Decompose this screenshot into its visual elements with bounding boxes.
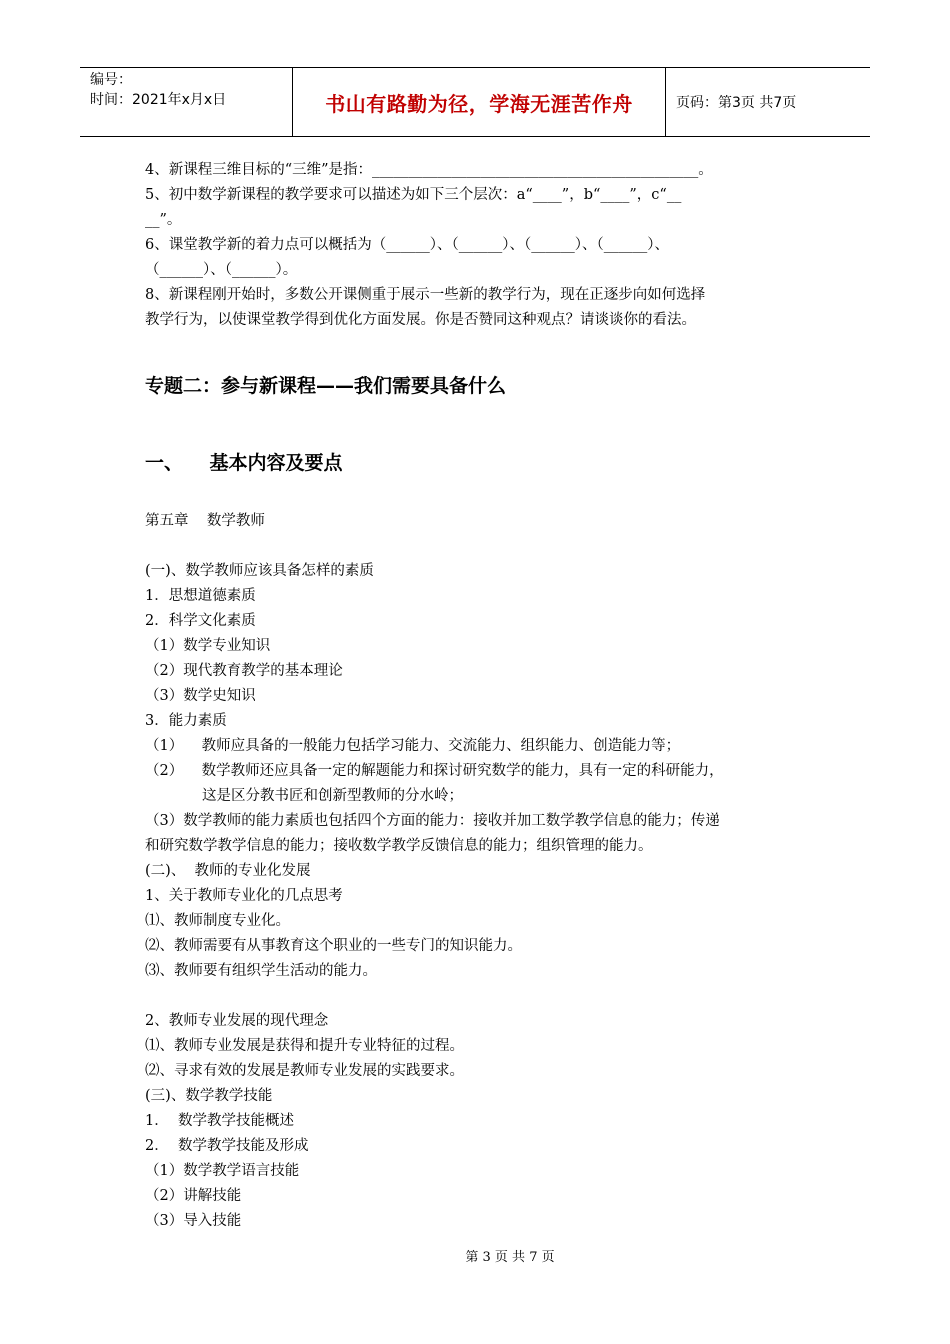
list-item: ⑶、教师要有组织学生活动的能力。 bbox=[145, 963, 377, 979]
number-label: 编号： bbox=[90, 72, 132, 88]
list-item: （1）数学专业知识 bbox=[145, 638, 271, 654]
list-item: （3）数学教师的能力素质也包括四个方面的能力：接收并加工数学教学信息的能力；传递 bbox=[145, 813, 720, 829]
subsection-1: (一)、数学教师应该具备怎样的素质 bbox=[145, 563, 374, 579]
question-6-line1: 6、课堂教学新的着力点可以概括为（______）、（______）、（______）、（______）、 bbox=[145, 237, 669, 253]
chapter-title: 第五章 数学教师 bbox=[145, 513, 265, 529]
question-6-line2: （______）、（______）。 bbox=[145, 262, 298, 278]
header-motto: 书山有路勤为径，学海无涯苦作舟 bbox=[293, 68, 666, 136]
question-8-line1: 8、新课程刚开始时，多数公开课侧重于展示一些新的教学行为，现在正逐步向如何选择 bbox=[145, 287, 706, 303]
list-item: 3．能力素质 bbox=[145, 713, 227, 729]
list-item: 1．思想道德素质 bbox=[145, 588, 256, 604]
list-item: 2．科学文化素质 bbox=[145, 613, 256, 629]
list-item: （1） 教师应具备的一般能力包括学习能力、交流能力、组织能力、创造能力等； bbox=[145, 738, 681, 754]
list-item-continuation: 和研究数学教学信息的能力；接收数学教学反馈信息的能力；组织管理的能力。 bbox=[145, 838, 653, 854]
time-label: 时间：2021年x月x日 bbox=[90, 92, 227, 108]
question-5-line1: 5、初中数学新课程的教学要求可以描述为如下三个层次：a“____”，b“____”，c“__ bbox=[145, 187, 682, 203]
header-meta bbox=[80, 68, 293, 136]
document-body bbox=[145, 158, 815, 1234]
list-item: 1、关于教师专业化的几点思考 bbox=[145, 888, 343, 904]
list-item-continuation: 这是区分教书匠和创新型教师的分水岭； bbox=[202, 788, 463, 804]
subsection-2: (二)、 教师的专业化发展 bbox=[145, 863, 311, 879]
topic-heading: 专题二：参与新课程——我们需要具备什么 bbox=[145, 375, 507, 397]
header-page-info: 页码：第3页 共7页 bbox=[676, 95, 797, 111]
subsection-3: (三)、数学教学技能 bbox=[145, 1088, 273, 1104]
list-item: （3）数学史知识 bbox=[145, 688, 256, 704]
list-item: （2）讲解技能 bbox=[145, 1188, 242, 1204]
list-item: ⑵、教师需要有从事教育这个职业的一些专门的知识能力。 bbox=[145, 938, 522, 954]
list-item: 1． 数学教学技能概述 bbox=[145, 1113, 294, 1129]
list-item: （1）数学教学语言技能 bbox=[145, 1163, 300, 1179]
question-8-line2: 教学行为，以使课堂教学得到优化方面发展。你是否赞同这种观点？请谈谈你的看法。 bbox=[145, 312, 696, 328]
list-item: 2、教师专业发展的现代理念 bbox=[145, 1013, 329, 1029]
list-item: （2） 数学教师还应具备一定的解题能力和探讨研究数学的能力，具有一定的科研能力， bbox=[145, 763, 724, 779]
question-5-line2: __”。 bbox=[145, 212, 182, 228]
question-4: 4、新课程三维目标的“三维”是指：_____________________________________________。 bbox=[145, 162, 713, 178]
list-item: 2． 数学教学技能及形成 bbox=[145, 1138, 309, 1154]
section-heading: 一、 基本内容及要点 bbox=[145, 452, 343, 474]
list-item: ⑴、教师制度专业化。 bbox=[145, 913, 290, 929]
list-item: ⑵、寻求有效的发展是教师专业发展的实践要求。 bbox=[145, 1063, 464, 1079]
page-header bbox=[80, 67, 870, 137]
list-item: （2）现代教育教学的基本理论 bbox=[145, 663, 343, 679]
page-footer: 第 3 页 共 7 页 bbox=[465, 1250, 555, 1265]
list-item: ⑴、教师专业发展是获得和提升专业特征的过程。 bbox=[145, 1038, 464, 1054]
list-item: （3）导入技能 bbox=[145, 1213, 242, 1229]
